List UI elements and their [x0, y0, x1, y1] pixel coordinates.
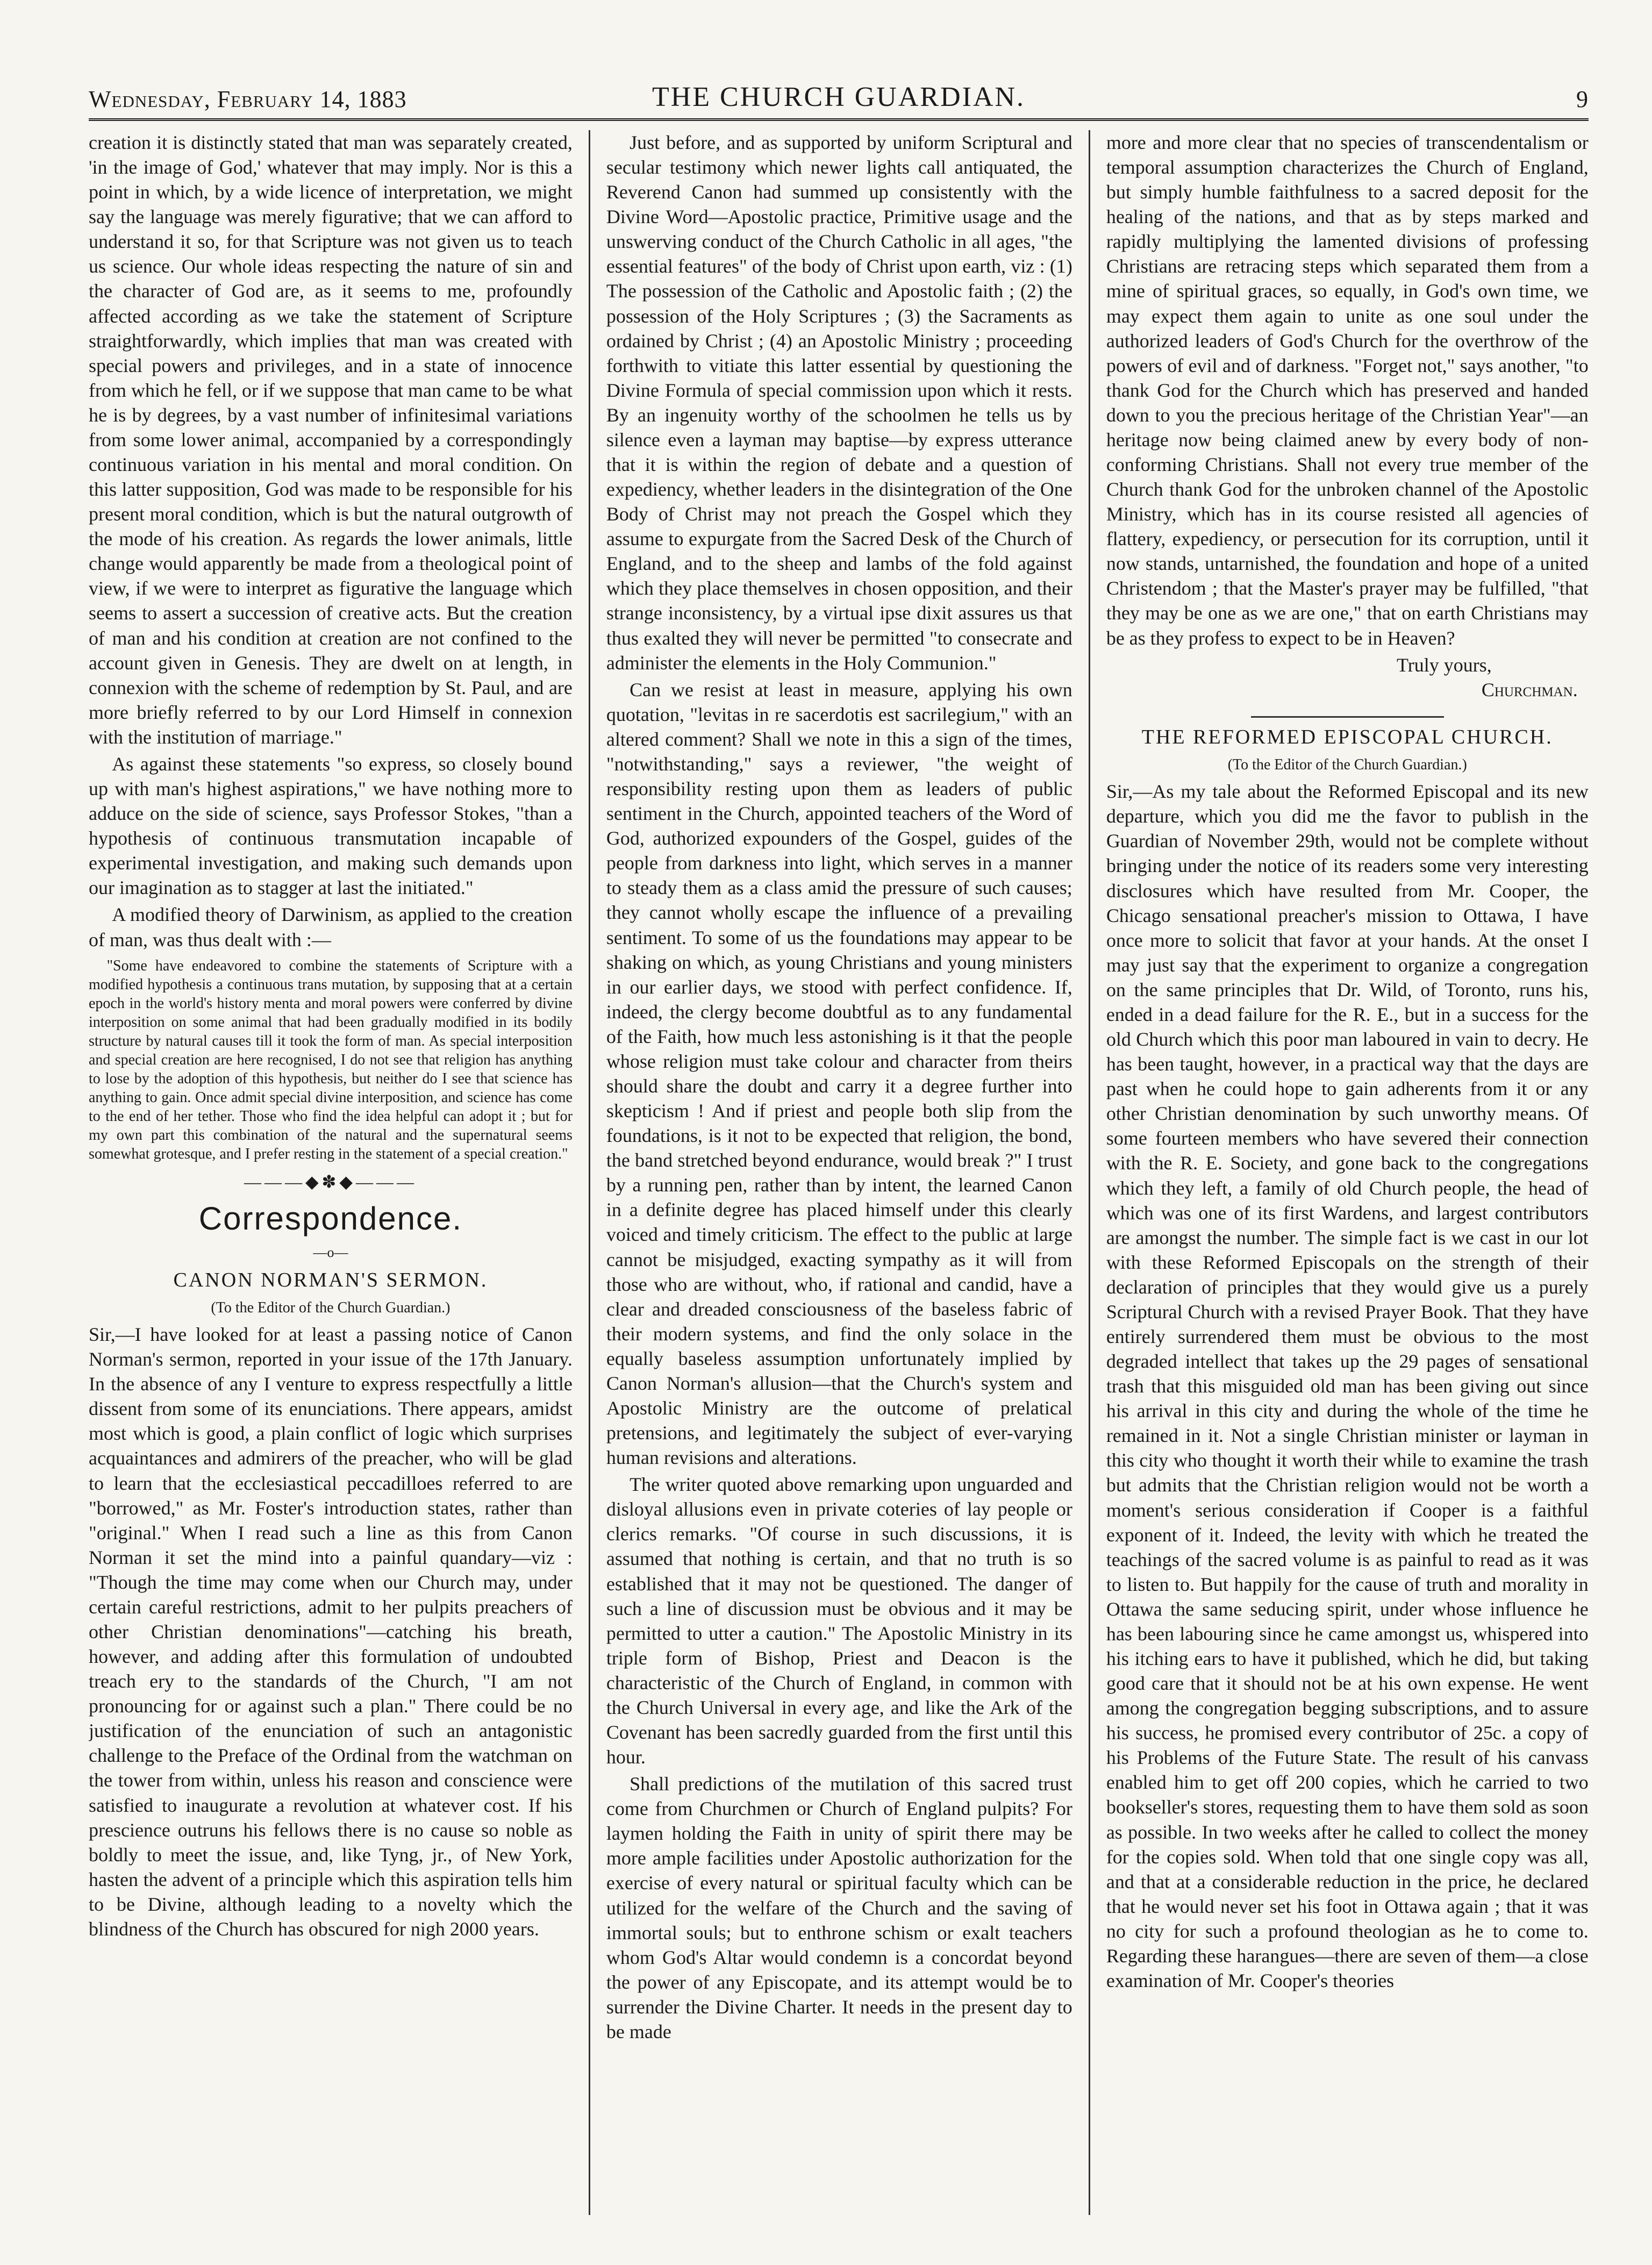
page-number: 9 [1576, 86, 1589, 112]
block-quote: "Some have endeavored to combine the statements of Scripture with a modified hypothesis a continuous trans mutation, by supposing that at a certain epoch in the world's history menta and moral powers were conferred by divine interposition on some animal that had been gradually modified in its bodily structure by natural causes till it took the form of man. As special interposition and special creation are here recognised, I do not see that religion has anything to lose by the adoption of this hypothesis, but neither do I see that science has anything to gain. Once admit special divine interposition, and science has come to the end of her tether. Those who find the idea helpful can adopt it ; but for my own part this combination of the natural and the supernatural seems somewhat grotesque, and I prefer resting in the statement of a special creation." [89, 957, 573, 1162]
columns [89, 130, 1589, 2215]
column-3 [1089, 130, 1589, 2215]
paragraph: Shall predictions of the mutilation of this sacred trust come from Churchmen or Church of England pulpits? For laymen holding the Faith in unity of spirit there may be more ample facilities under Apostolic authorization for the exercise of every natural or spiritual faculty which can be utilized for the welfare of the Church and the saving of immortal souls; but to enthrone schism or exalt teachers whom God's Altar would condemn is a concordat beyond the power of any Episcopate, and its attempt would be to surrender the Divine Charter. It needs in the present day to be made [606, 1773, 1072, 2042]
divider-rule [1251, 716, 1444, 718]
paragraph: Can we resist at least in measure, applying his own quotation, "levitas in re sacerdotis est sacrilegium," with an altered comment? Shall we note in this a sign of the times, "notwithstanding," says a reviewer, "the weight of responsibility resting upon them as leaders of public sentiment in the Church, appointed teachers of the Word of God, authorized expounders of the Gospel, guides of the people from darkness into light, which serves in a manner to steady them as a class amid the pressure of such causes; they cannot wholly escape the influence of a prevailing sentiment. To some of us the foundations may appear to be shaking on which, as young Christians and young ministers in our earlier days, we stood with perfect confidence. If, indeed, the clergy become doubtful as to any fundamental of the Faith, how much less astonishing is it that the people whose religion must take colour and character from theirs should share the doubt and carry it a degree further into skepticism ! And if priest and people both slip from the foundations, is it not to be expected that religion, the bond, the band stretched beyond endurance, would break ?" I trust by a running pen, rather than by intent, the learned Canon in a definite degree has placed himself under this clearly voiced and timely criticism. The effect to the public at large cannot be misjudged, exacting sympathy as it will from those who are without, who, if rational and candid, have a clear and dreaded consciousness of the baseless fabric of their modern systems, and find the only solace in the equally baseless assumption unfortunately implied by Canon Norman's allusion—that the Church's system and Apostolic Ministry are the outcome of prelatical pretensions, and legitimately the subject of ever-varying human revisions and alterations. [606, 678, 1072, 1469]
paragraph: more and more clear that no species of transcendentalism or temporal assumption characterizes the Church of England, but simply humble faithfulness to a sacred deposit for the healing of the nations, and that as by steps marked and rapidly multiplying the lamented divisions of professing Christians are retracing steps which separated them from a mine of spiritual graces, so equally, in God's own time, we may expect them again to unite as one soul under the authorized leaders of God's Church for the overthrow of the powers of evil and of darkness. "Forget not," says another, "to thank God for the Church which has preserved and handed down to you the precious heritage of the Christian Year"—an heritage now being claimed anew by every body of non-conforming Christians. Shall not every true member of the Church thank God for the unbroken channel of the Apostolic Ministry, which has in its course resisted all agencies of flattery, expediency, or persecution for its corruption, until it now stands, untarnished, the foundation and hope of a united Christendom ; that the Master's prayer may be fulfilled, "that they may be one as we are one," that on earth Christians may be as they profess to expect to be in Heaven? [1106, 132, 1589, 649]
ornament-divider: ———◆✽◆——— [244, 1171, 417, 1191]
letter-signature: Churchman. [1481, 678, 1578, 701]
ornament-dash: —o— [313, 1245, 348, 1261]
masthead [89, 81, 1589, 121]
paragraph: A modified theory of Darwinism, as applied to the creation of man, was thus dealt with :— [89, 904, 573, 951]
paragraph: Just before, and as supported by uniform Scriptural and secular testimony which newer lights call antiquated, the Reverend Canon had summed up consistently with the Divine Word—Apostolic practice, Primitive usage and the unswerving conduct of the Church Catholic in all ages, "the essential features" of the body of Christ upon earth, viz : (1) The possession of the Catholic and Apostolic faith ; (2) the possession of the Holy Scriptures ; (3) the Sacraments as ordained by Christ ; (4) an Apostolic Ministry ; proceeding forthwith to vitiate this latter essential by questioning the Divine Formula of special commission upon which it rests. By an ingenuity worthy of the schoolmen he tells us by silence even a layman may baptise—by express utterance that it is within the region of debate and a question of expediency, whether leaders in the disintegration of the One Body of Christ may not preach the Gospel which they assume to expurgate from the Sacred Desk of the Church of England, and to the sheep and lambs of the fold against which they place themselves in chosen opposition, and their strange inconsistency, by a virtual ipse dixit assures us that thus exalted they will never be permitted "to consecrate and administer the elements in the Holy Communion." [606, 132, 1072, 674]
section-title: Correspondence. [198, 1200, 463, 1237]
paragraph: As against these statements "so express, so closely bound up with man's highest aspirations," we have nothing more to adduce on the side of science, says Professor Stokes, "than a hypothesis of continuous transmutation incapable of experimental investigation, and making such demands upon our imagination as to stagger at last the initiated." [89, 753, 573, 899]
paragraph: The writer quoted above remarking upon unguarded and disloyal allusions even in private coteries of lay people or clerics remarks. "Of course in such discussions, it is assumed that nothing is certain, and that no truth is so established that it may not be questioned. The danger of such a line of discussion must be obvious and it may be permitted to utter a caution." The Apostolic Ministry in its triple form of Bishop, Priest and Deacon is the characteristic of the Church of England, in common with the Church Universal in every age, and like the Ark of the Covenant has been sacredly guarded from the first until this hour. [606, 1474, 1072, 1768]
article-title: CANON NORMAN'S SERMON. [173, 1268, 488, 1291]
newspaper-title: THE CHURCH GUARDIAN. [652, 82, 1026, 112]
letter-paragraph: Sir,—I have looked for at least a passing notice of Canon Norman's sermon, reported in your issue of the 17th January. In the absence of any I venture to express respectfully a little dissent from some of its enunciations. There appears, amidst most which is good, a plain conflict of logic which surprises acquaintances and admirers of the preacher, who will be glad to learn that the ecclesiastical peccadilloes referred to are "borrowed," as Mr. Foster's introduction states, rather than "original." When I read such a line as this from Canon Norman it set the mind into a painful quandary—viz : "Though the time may come when our Church may, under certain careful restrictions, admit to her pulpits preachers of other Christian denominations"—catching his breath, however, and adding after this formulation of undoubted treach ery to the standards of the Church, "I am not pronouncing for or against such a plan." There could be no justification of the enunciation of such an antagonistic challenge to the Preface of the Ordinal from the watchman on the tower from within, unless his reason and conscience were satisfied to inaugurate a revolution at whatever cost. If his prescience outruns his fellows there is no cause so noble as boldly to meet the issue, and, like Tyng, jr., of New York, hasten the advent of a principle which this aspiration tells him to be Divine, although leading to a novelty which the blindness of the Church has obscured for nigh 2000 years. [89, 1324, 573, 1940]
column-2 [589, 130, 1089, 2215]
column-1 [89, 130, 589, 2215]
paragraph: creation it is distinctly stated that man was separately created, 'in the image of God,' whatever that may imply. Nor is this a point in which, by a wide licence of interpretation, we might say the language was merely figurative; that we can afford to understand it so, for that Scripture was not given us to teach us science. Our whole ideas respecting the nature of sin and the character of God are, as it seems to me, profoundly affected according as we take the statement of Scripture straightforwardly, which implies that man was created with special powers and privileges, and in a state of innocence from which he fell, or if we suppose that man came to be what he is by degrees, by a vast number of infinitesimal variations from some lower animal, accompanied by a correspondingly continuous variation in his mental and moral condition. On this latter supposition, God was made to be responsible for his present moral condition, which is but the natural outgrowth of the mode of his creation. As regards the lower animals, little change would apparently be made from a theological point of view, if we were to interpret as figurative the language which seems to assert a succession of creative acts. But the creation of man and his condition at creation are not confined to the account given in Genesis. They are dwelt on at length, in connexion with the scheme of redemption by St. Paul, and are more briefly referred to by our Lord Himself in connexion with the institution of marriage." [89, 132, 573, 748]
editor-note: (To the Editor of the Church Guardian.) [1227, 756, 1467, 774]
editor-note: (To the Editor of the Church Guardian.) [211, 1299, 450, 1317]
issue-date: Wednesday, February 14, 1883 [89, 86, 407, 112]
article-title: THE REFORMED EPISCOPAL CHURCH. [1141, 725, 1553, 748]
letter-paragraph: Sir,—As my tale about the Reformed Episcopal and its new departure, which you did me the favor to publish in the Guardian of November 29th, would not be complete without bringing under the notice of its readers some very interesting disclosures which have resulted from Mr. Cooper, the Chicago sensational preacher's mission to Ottawa, I have once more to solicit that favor at your hands. At the onset I may just say that the experiment to organize a congregation on the same principles that Dr. Wild, of Toronto, runs his, ended in a dead failure for the R. E., but in a success for the old Church which this poor man laboured in vain to decry. He has been taught, however, in a practical way that the days are past when he could hope to gain adherents from it or any other Christian denomination by such unworthy means. Of some fourteen members who have severed their connection with the R. E. Society, and gone back to the congregations which they left, a family of old Church people, the head of which was one of its first Wardens, and largest contributors are amongst the number. The simple fact is we cast in our lot with these Reformed Episcopals on the strength of their declaration of principles that they would give us a purely Scriptural Church with a revised Prayer Book. That they have entirely surrendered them must be obvious to the most degraded intellect that takes up the 29 pages of sensational trash that this misguided old man has been giving out since his arrival in this city and during the whole of the time he remained in it. Not a single Christian minister or layman in this city who thought it worth their while to examine the trash but admits that the Christian religion would not be worth a moment's serious consideration if Cooper is a faithful exponent of it. Indeed, the levity with which he treated the teachings of the sacred volume is as painful to read as it was to listen to. But happily for the cause of truth and morality in Ottawa the same seducing spirit, under whose influence he has been labouring since he came amongst us, whispered into his itching ears to have it published, which he did, but taking good care that it should not be at his own expense. He went among the congregation begging subscriptions, and to assure his success, he promised every contributor of 25c. a copy of his Problems of the Future State. The result of his canvass enabled him to get off 200 copies, which he carried to two bookseller's stores, requesting them to have them sold as soon as possible. In two weeks after he called to collect the money for the copies sold. When told that one single copy was all, and that at a considerable reduction in the price, he declared that he would never set his foot in Ottawa again ; that it was no city for such a profound theologian as he to come to. Regarding these harangues—there are seven of them—a close examination of Mr. Cooper's theories [1106, 781, 1589, 1991]
letter-closing: Truly yours, [1397, 654, 1492, 676]
newspaper-page [89, 81, 1589, 2215]
